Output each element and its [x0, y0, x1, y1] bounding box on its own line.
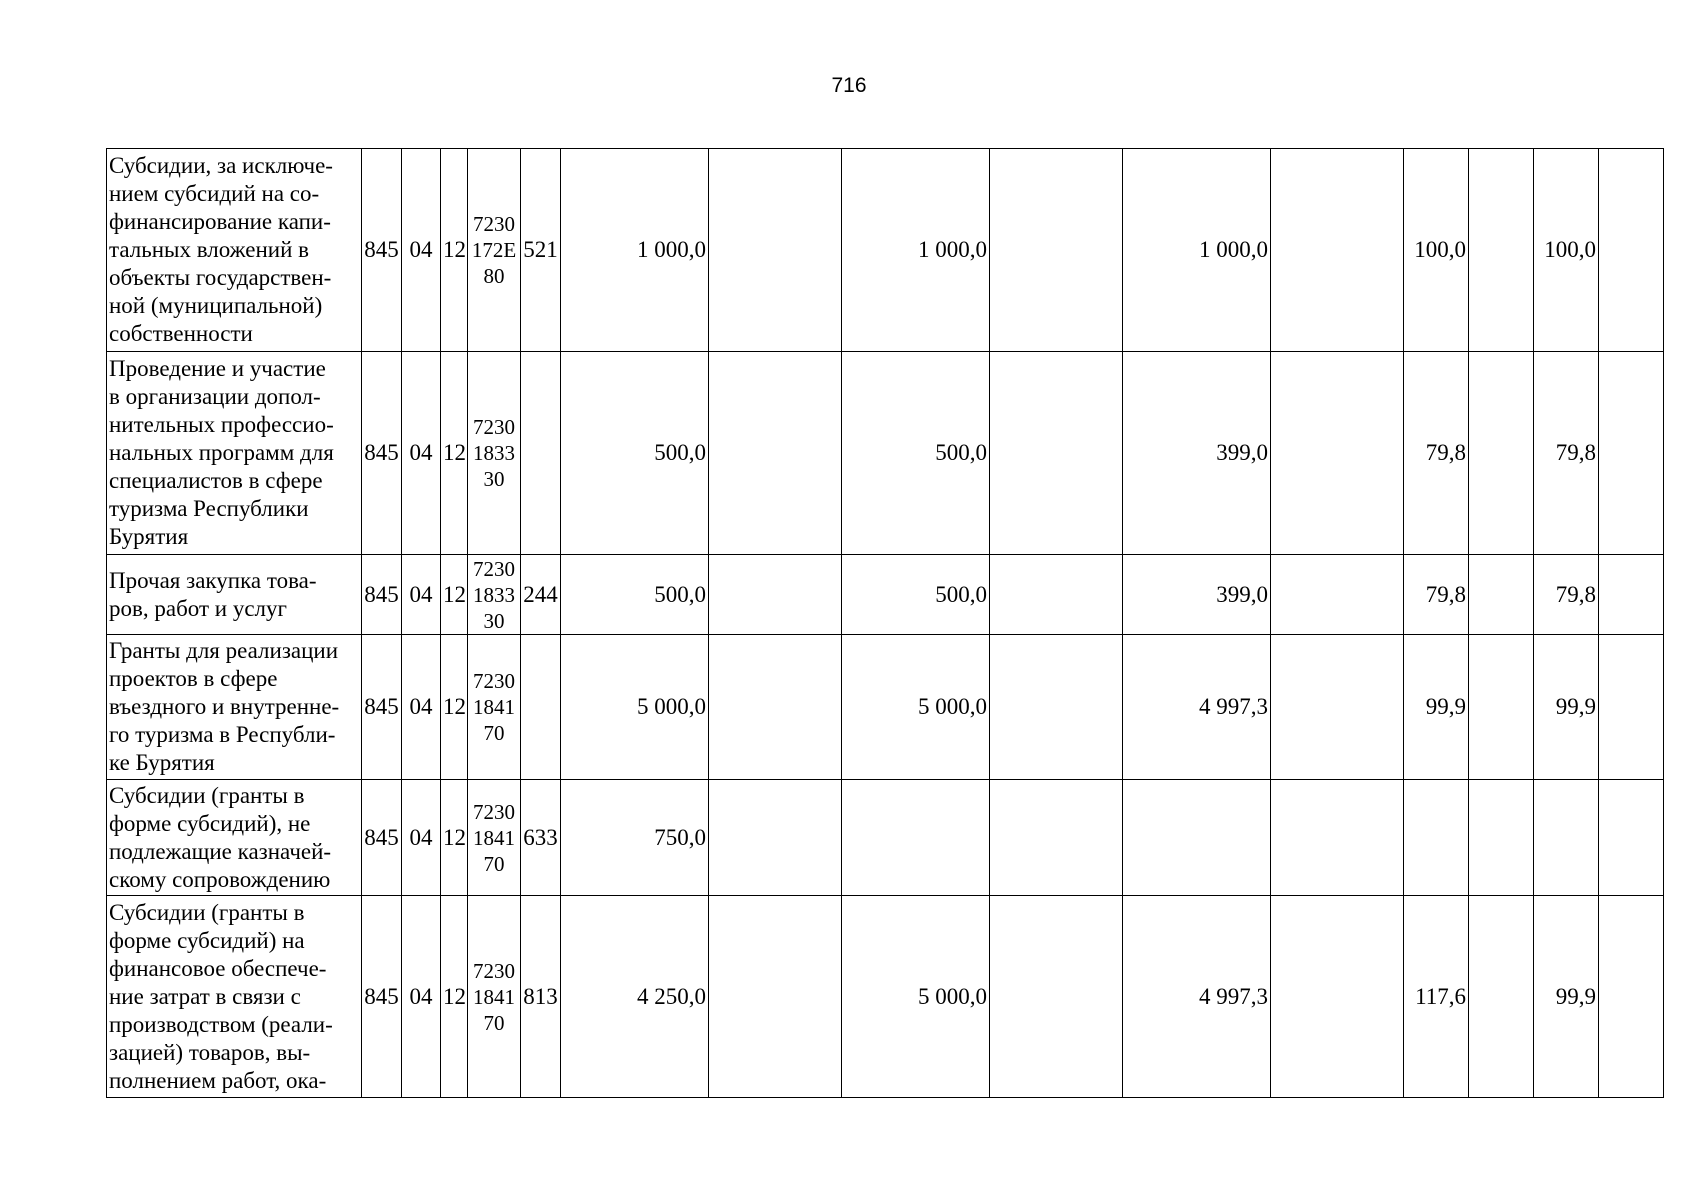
- empty-cell: [990, 780, 1123, 896]
- section-code: 04: [402, 352, 441, 555]
- row-name-line: производством (реали-: [109, 1011, 333, 1037]
- amount-revised: 500,0: [842, 555, 990, 635]
- empty-cell: [709, 555, 842, 635]
- row-name-line: ке Бурятия: [109, 750, 215, 775]
- empty-cell: [1271, 780, 1404, 896]
- empty-cell: [709, 780, 842, 896]
- empty-cell: [1271, 149, 1404, 352]
- grbs-code: 845: [362, 896, 402, 1098]
- section-code: 04: [402, 555, 441, 635]
- row-name-line: нием субсидий на со-: [109, 181, 320, 206]
- grbs-code: 845: [362, 149, 402, 352]
- table-row: [107, 635, 1664, 780]
- row-name-line: собственности: [109, 321, 253, 346]
- table-row: [107, 555, 1664, 635]
- row-name-line: Субсидии (гранты в: [109, 782, 305, 808]
- percent-of-approved: 79,8: [1404, 555, 1469, 635]
- target-article-line: 1841: [473, 984, 515, 1009]
- row-name-line: туризма Республики: [109, 496, 309, 521]
- empty-cell: [990, 555, 1123, 635]
- empty-cell: [1469, 896, 1534, 1098]
- row-name-line: ной (муниципальной): [109, 293, 323, 318]
- empty-cell: [1469, 555, 1534, 635]
- empty-cell: [1469, 149, 1534, 352]
- amount-revised: 5 000,0: [842, 896, 990, 1098]
- target-article-line: 70: [483, 1010, 505, 1035]
- row-name-line: специалистов в сфере: [109, 468, 323, 493]
- row-name: [107, 635, 362, 780]
- section-code: 04: [402, 896, 441, 1098]
- empty-cell: [709, 896, 842, 1098]
- subsection-code: 12: [441, 352, 468, 555]
- empty-cell: [1469, 352, 1534, 555]
- table-row: [107, 352, 1664, 555]
- amount-executed: [1123, 780, 1271, 896]
- empty-cell: [1599, 149, 1664, 352]
- row-name-line: финансовое обеспече-: [109, 955, 327, 981]
- target-article-line: 7230: [473, 799, 515, 824]
- page-number: 716: [831, 74, 867, 97]
- target-article-line: 30: [483, 467, 505, 491]
- row-name-line: Субсидии, за исключе-: [109, 153, 333, 178]
- percent-of-approved: 79,8: [1404, 352, 1469, 555]
- empty-cell: [709, 149, 842, 352]
- percent-of-revised: 99,9: [1534, 896, 1599, 1098]
- empty-cell: [1599, 352, 1664, 555]
- empty-cell: [1271, 555, 1404, 635]
- empty-cell: [990, 149, 1123, 352]
- empty-cell: [1599, 555, 1664, 635]
- target-article-line: 70: [483, 851, 505, 876]
- target-article-line: 7230: [473, 415, 515, 439]
- percent-of-revised: 79,8: [1534, 555, 1599, 635]
- percent-of-revised: 79,8: [1534, 352, 1599, 555]
- empty-cell: [1469, 635, 1534, 780]
- expense-type-code: 813: [521, 896, 561, 1098]
- target-article-line: 1833: [473, 441, 515, 465]
- row-name-line: Субсидии (гранты в: [109, 899, 305, 925]
- grbs-code: 845: [362, 352, 402, 555]
- target-article-line: 80: [483, 264, 505, 288]
- row-name-line: тальных вложений в: [109, 237, 310, 262]
- amount-approved: 500,0: [561, 555, 709, 635]
- row-name-line: форме субсидий) на: [109, 927, 305, 953]
- expense-type-code: [521, 352, 561, 555]
- grbs-code: 845: [362, 635, 402, 780]
- empty-cell: [1599, 635, 1664, 780]
- target-article-line: 1841: [473, 695, 515, 719]
- grbs-code: 845: [362, 780, 402, 896]
- row-name: [107, 149, 362, 352]
- section-code: 04: [402, 149, 441, 352]
- target-article-line: 70: [483, 721, 505, 745]
- row-name-line: Бурятия: [109, 524, 189, 549]
- percent-of-approved: [1404, 780, 1469, 896]
- row-name: [107, 780, 362, 896]
- empty-cell: [1599, 896, 1664, 1098]
- percent-of-approved: 99,9: [1404, 635, 1469, 780]
- percent-of-approved: 100,0: [1404, 149, 1469, 352]
- target-article-line: 30: [483, 608, 505, 633]
- row-name-line: ров, работ и услуг: [109, 595, 287, 621]
- target-article-code: [468, 635, 521, 780]
- row-name-line: го туризма в Республи-: [109, 722, 336, 747]
- empty-cell: [990, 635, 1123, 780]
- subsection-code: 12: [441, 149, 468, 352]
- row-name-line: проектов в сфере: [109, 666, 278, 691]
- section-code: 04: [402, 780, 441, 896]
- row-name-line: Прочая закупка това-: [109, 567, 317, 593]
- target-article-code: [468, 149, 521, 352]
- table-row: [107, 896, 1664, 1098]
- amount-executed: 399,0: [1123, 555, 1271, 635]
- percent-of-revised: 99,9: [1534, 635, 1599, 780]
- empty-cell: [709, 352, 842, 555]
- target-article-line: 7230: [473, 556, 515, 581]
- subsection-code: 12: [441, 555, 468, 635]
- expense-type-code: 521: [521, 149, 561, 352]
- target-article-line: 172Е: [471, 238, 517, 262]
- row-name-line: зацией) товаров, вы-: [109, 1039, 311, 1065]
- empty-cell: [990, 896, 1123, 1098]
- amount-revised: 500,0: [842, 352, 990, 555]
- amount-executed: 1 000,0: [1123, 149, 1271, 352]
- empty-cell: [1469, 780, 1534, 896]
- row-name-line: Гранты для реализации: [109, 638, 339, 663]
- empty-cell: [709, 635, 842, 780]
- row-name-line: ние затрат в связи с: [109, 983, 301, 1009]
- empty-cell: [1271, 635, 1404, 780]
- row-name-line: нальных программ для: [109, 440, 334, 465]
- row-name-line: подлежащие казначей-: [109, 838, 332, 864]
- empty-cell: [1271, 352, 1404, 555]
- table-row: [107, 149, 1664, 352]
- row-name: [107, 896, 362, 1098]
- empty-cell: [990, 352, 1123, 555]
- amount-approved: 4 250,0: [561, 896, 709, 1098]
- row-name-line: въездного и внутренне-: [109, 694, 340, 719]
- amount-revised: [842, 780, 990, 896]
- amount-executed: 4 997,3: [1123, 635, 1271, 780]
- percent-of-revised: 100,0: [1534, 149, 1599, 352]
- percent-of-approved: 117,6: [1404, 896, 1469, 1098]
- subsection-code: 12: [441, 635, 468, 780]
- row-name-line: скому сопровождению: [109, 866, 331, 892]
- row-name-line: полнением работ, ока-: [109, 1067, 327, 1093]
- expense-type-code: [521, 635, 561, 780]
- target-article-code: [468, 555, 521, 635]
- empty-cell: [1599, 780, 1664, 896]
- target-article-code: [468, 352, 521, 555]
- target-article-line: 7230: [473, 958, 515, 983]
- row-name-line: финансирование капи-: [109, 209, 331, 234]
- row-name-line: форме субсидий), не: [109, 810, 311, 836]
- subsection-code: 12: [441, 896, 468, 1098]
- target-article-line: 1833: [473, 582, 515, 607]
- target-article-code: [468, 896, 521, 1098]
- target-article-line: 1841: [473, 825, 515, 850]
- amount-approved: 750,0: [561, 780, 709, 896]
- row-name-line: нительных профессио-: [109, 412, 334, 437]
- amount-executed: 399,0: [1123, 352, 1271, 555]
- expense-type-code: 244: [521, 555, 561, 635]
- row-name-line: Проведение и участие: [109, 356, 326, 381]
- amount-executed: 4 997,3: [1123, 896, 1271, 1098]
- budget-table: [106, 148, 1664, 1098]
- target-article-code: [468, 780, 521, 896]
- table-row: [107, 780, 1664, 896]
- amount-revised: 1 000,0: [842, 149, 990, 352]
- target-article-line: 7230: [473, 212, 515, 236]
- subsection-code: 12: [441, 780, 468, 896]
- section-code: 04: [402, 635, 441, 780]
- amount-revised: 5 000,0: [842, 635, 990, 780]
- row-name-line: объекты государствен-: [109, 265, 332, 290]
- empty-cell: [1271, 896, 1404, 1098]
- row-name-line: в организации допол-: [109, 384, 321, 409]
- amount-approved: 1 000,0: [561, 149, 709, 352]
- target-article-line: 7230: [473, 669, 515, 693]
- expense-type-code: 633: [521, 780, 561, 896]
- row-name: [107, 352, 362, 555]
- percent-of-revised: [1534, 780, 1599, 896]
- amount-approved: 500,0: [561, 352, 709, 555]
- row-name: [107, 555, 362, 635]
- amount-approved: 5 000,0: [561, 635, 709, 780]
- grbs-code: 845: [362, 555, 402, 635]
